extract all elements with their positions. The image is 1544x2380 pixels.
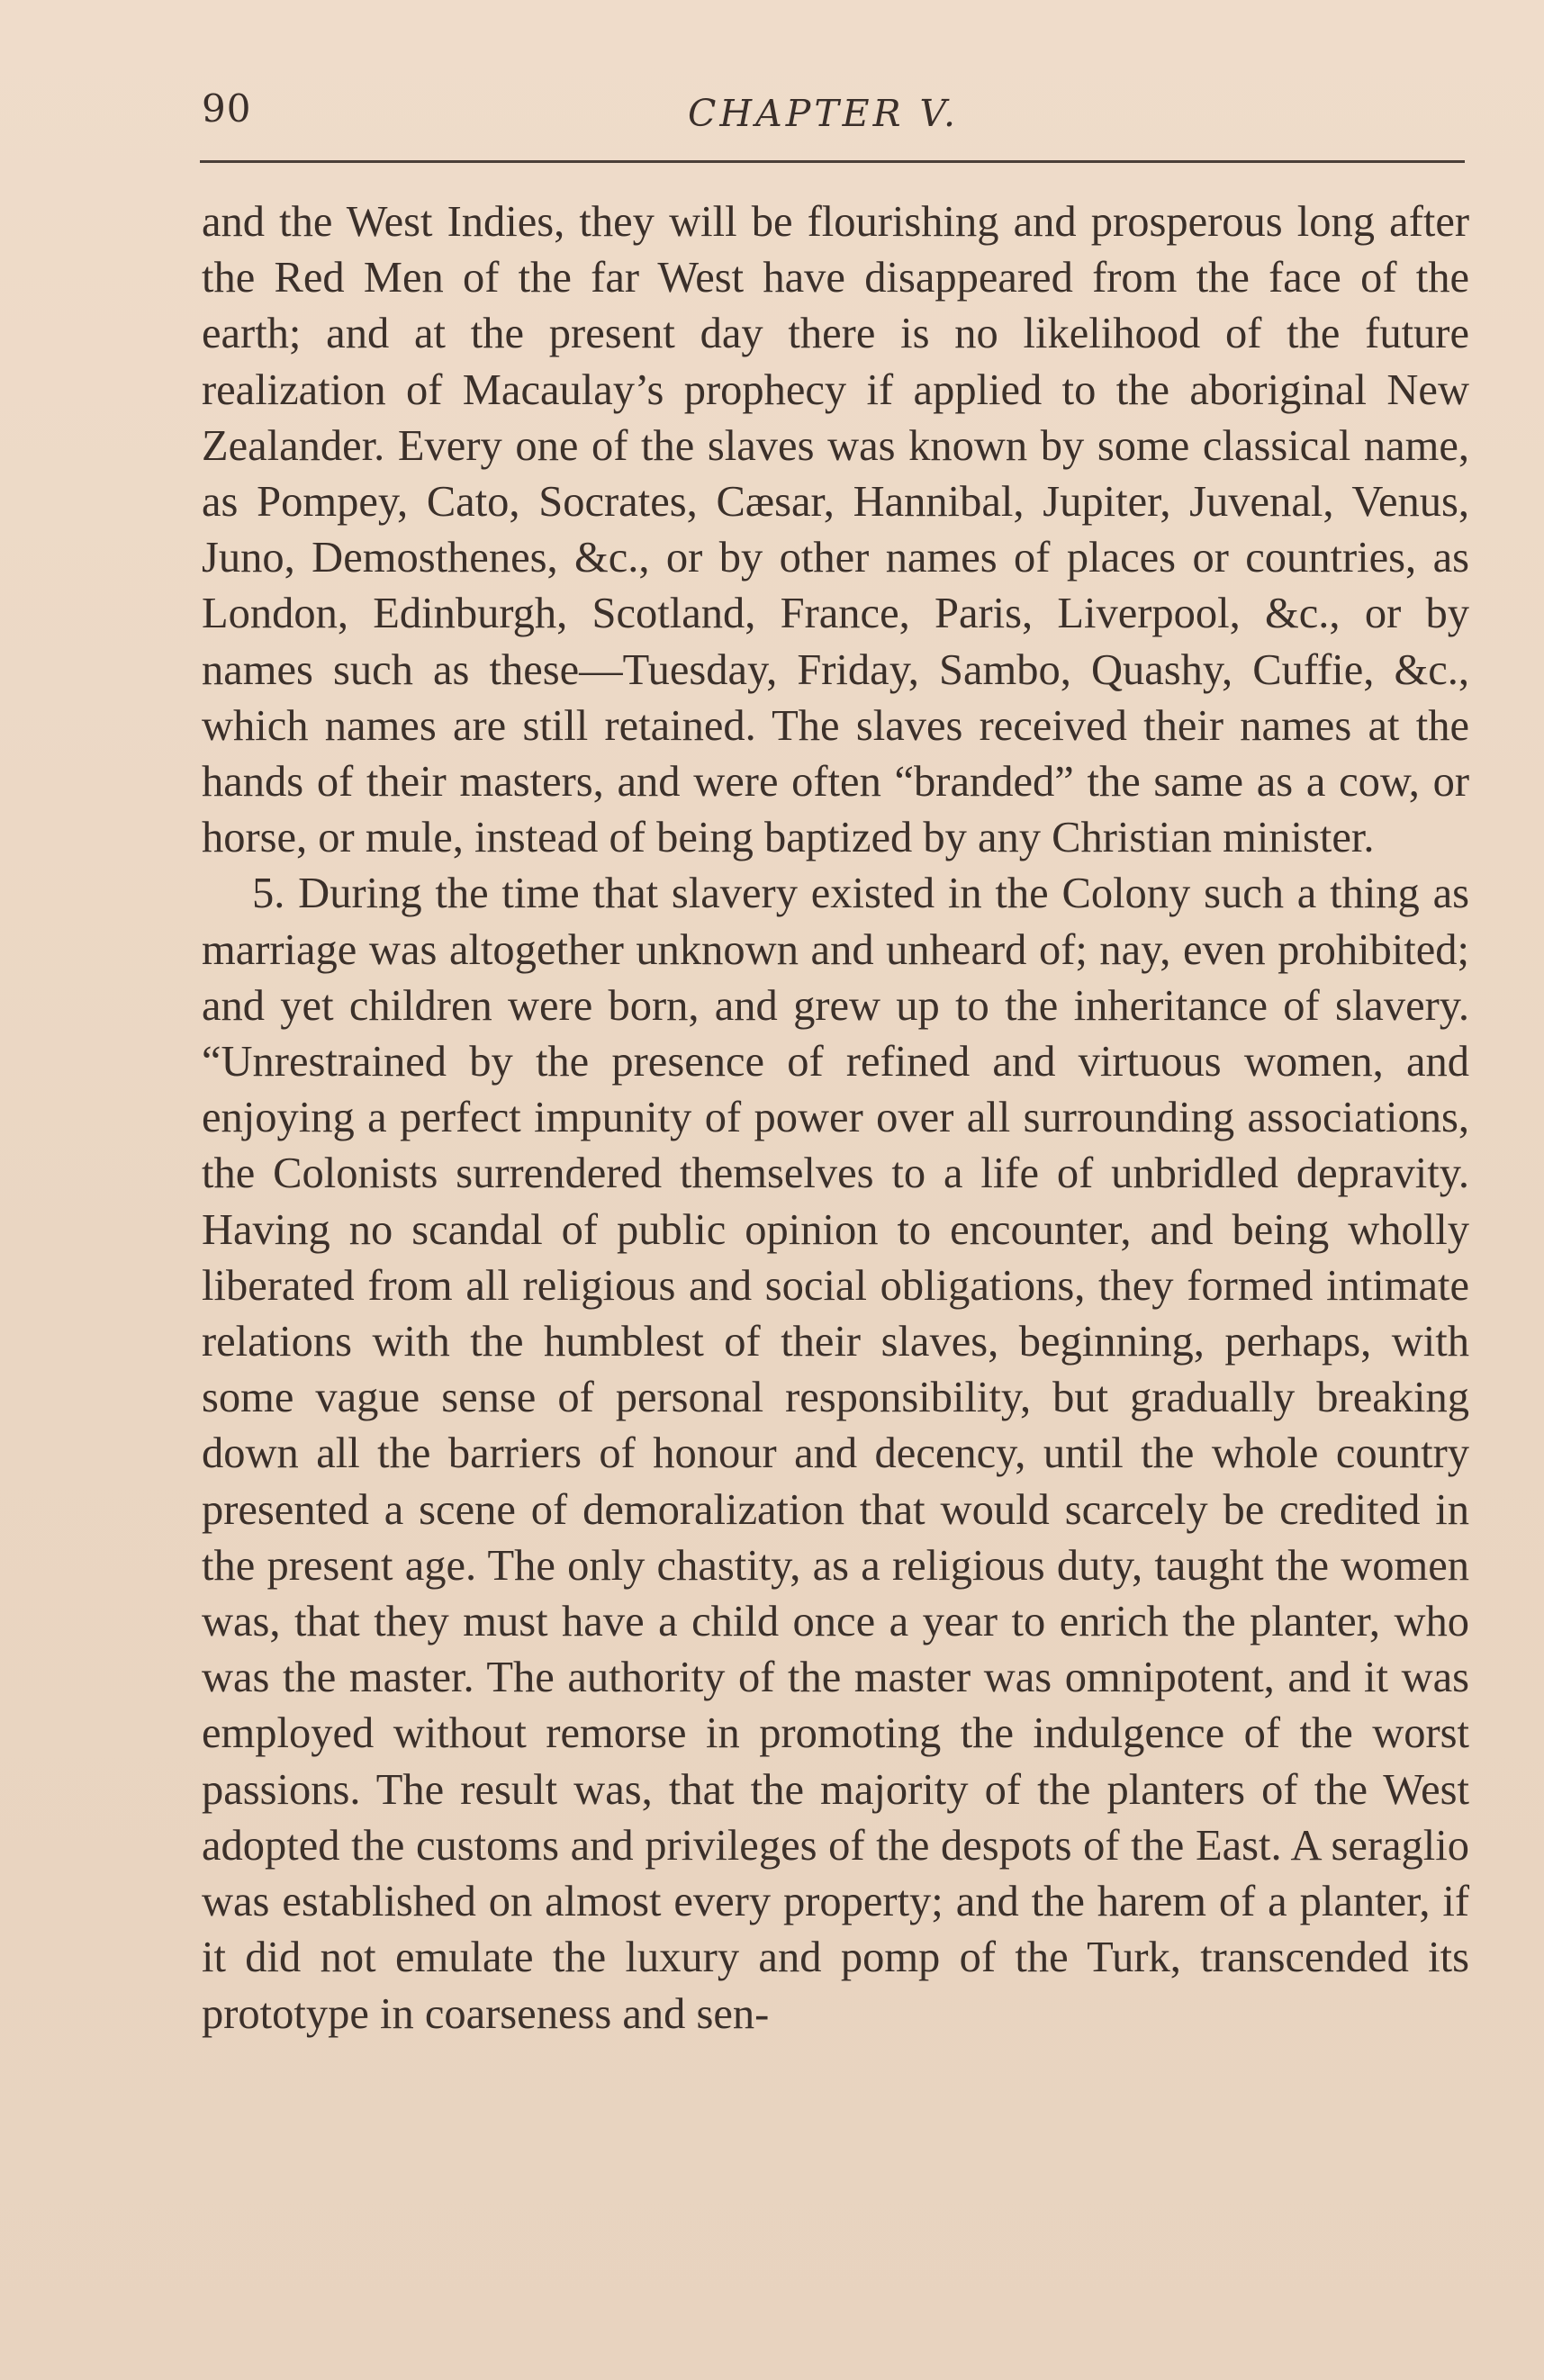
- running-head: CHAPTER V.: [688, 92, 959, 135]
- page-header: [202, 86, 1467, 149]
- paragraph-continuation: and the West Indies, they will be flourishing and prosperous long after the Red Men of the far West have disappeared from the face of the earth; and at the present day there is no likelihood of the future realization of Macaulay’s prophecy if applied to the aboriginal New Zealander. Every one of the slaves was known by some classical name, as Pompey, Cato, Socrates, Cæsar, Hannibal, Jupiter, Juvenal, Venus, Juno, Demosthenes, &c., or by other names of places or countries, as London, Edinburgh, Scotland, France, Paris, Liverpool, &c., or by names such as these—Tuesday, Friday, Sambo, Quashy, Cuffie, &c., which names are still retained. The slaves received their names at the hands of their masters, and were often “branded” the same as a cow, or horse, or mule, instead of being baptized by any Christian minister.: [202, 198, 1469, 862]
- body-text: [202, 194, 1469, 2042]
- paragraph-5: 5. During the time that slavery existed in the Colony such a thing as marriage was altogether unknown and unheard of; nay, even prohibited; and yet children were born, and grew up to the inheritance of slavery. “Unrestrained by the presence of refined and virtuous women, and enjoying a perfect impunity of power over all surrounding associations, the Colonists surrendered themselves to a life of unbridled depravity. Having no scandal of public opinion to encounter, and being wholly liberated from all religious and social obligations, they formed intimate relations with the humblest of their slaves, beginning, perhaps, with some vague sense of personal responsibility, but gradually breaking down all the barriers of honour and decency, until the whole country presented a scene of demoralization that would scarcely be credited in the present age. The only chastity, as a religious duty, taught the women was, that they must have a child once a year to enrich the planter, who was the master. The authority of the master was omnipotent, and it was employed without remorse in promoting the indulgence of the worst passions. The result was, that the majority of the planters of the West adopted the customs and privileges of the despots of the East. A seraglio was established on almost every property; and the harem of a planter, if it did not emulate the luxury and pomp of the Turk, transcended its prototype in coarseness and sen-: [202, 870, 1469, 2038]
- header-rule: [200, 160, 1465, 163]
- page-number: 90: [202, 86, 252, 131]
